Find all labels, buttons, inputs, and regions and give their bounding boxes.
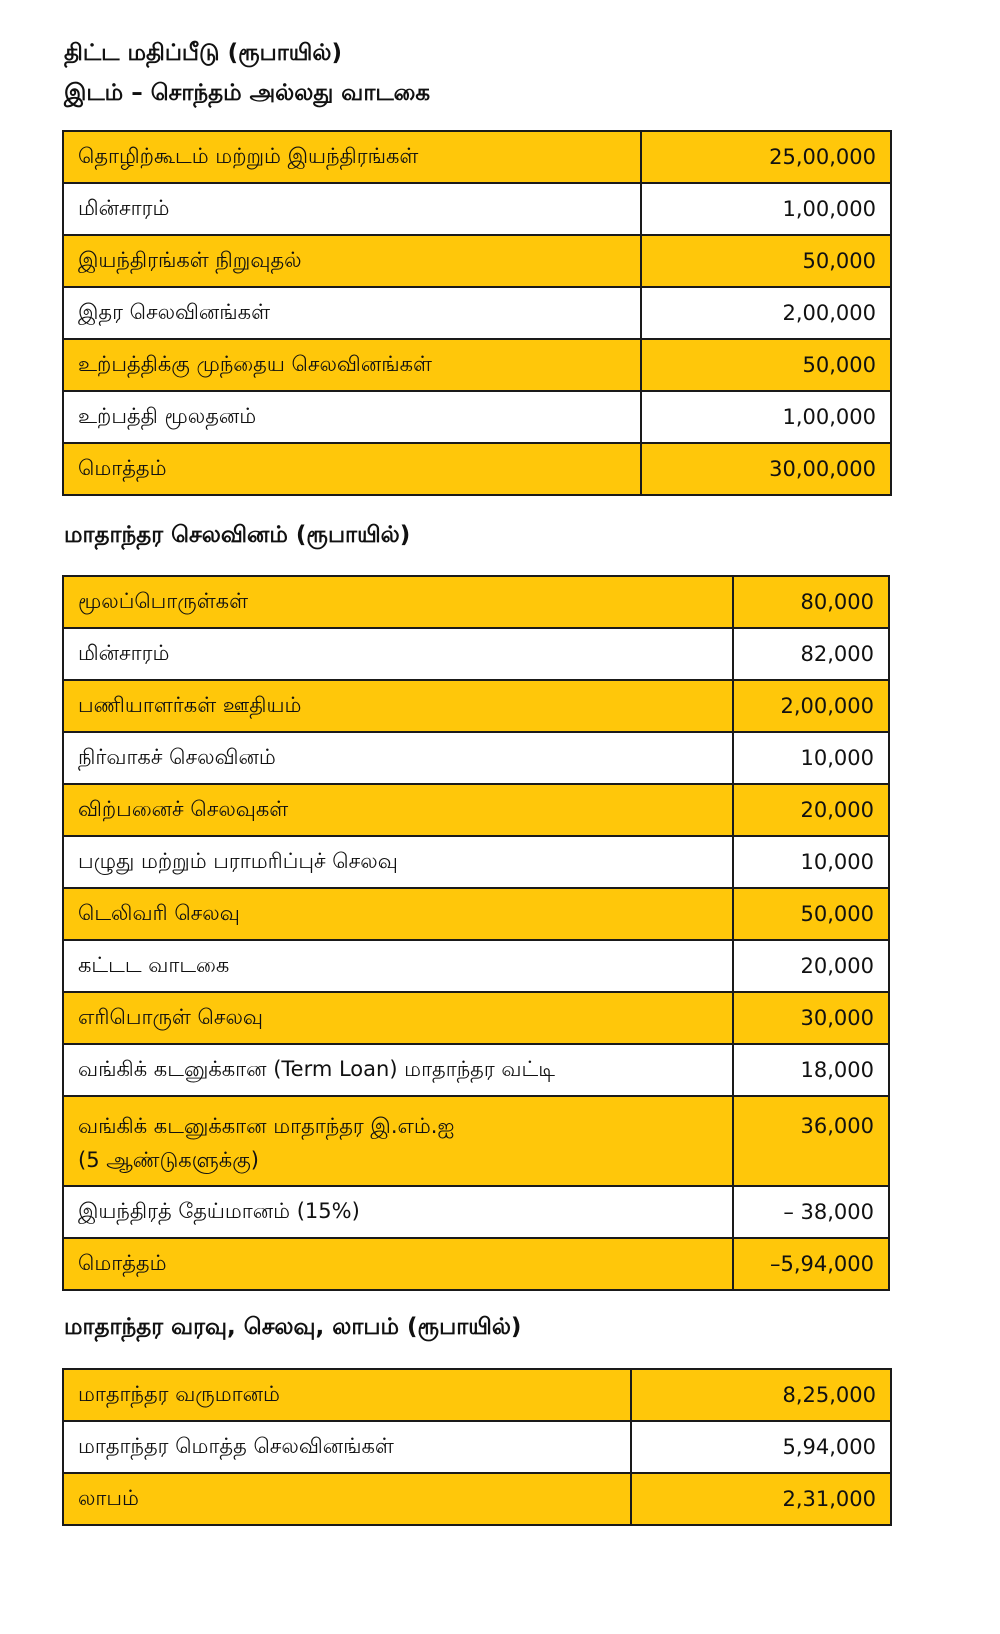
table-row xyxy=(63,888,889,940)
row-value: 1,00,000 xyxy=(641,391,891,443)
table-row xyxy=(63,1044,889,1096)
row-label: உற்பத்தி மூலதனம் xyxy=(63,391,641,443)
monthly-summary-table xyxy=(62,1368,892,1526)
row-label: பழுது மற்றும் பராமரிப்புச் செலவு xyxy=(63,836,733,888)
table-row xyxy=(63,1096,889,1186)
total-label: மொத்தம் xyxy=(63,1238,733,1290)
row-value: 8,25,000 xyxy=(631,1369,891,1421)
row-value: 80,000 xyxy=(733,576,889,628)
row-label-line-1: வங்கிக் கடனுக்கான மாதாந்தர இ.எம்.ஐ xyxy=(78,1114,455,1138)
row-label: வங்கிக் கடனுக்கான (Term Loan) மாதாந்தர வட்டி xyxy=(63,1044,733,1096)
row-label: பணியாளர்கள் ஊதியம் xyxy=(63,680,733,732)
row-label: இயந்திரத் தேய்மானம் (15%) xyxy=(63,1186,733,1238)
table-row xyxy=(63,628,889,680)
total-row xyxy=(63,443,891,495)
row-value: 20,000 xyxy=(733,784,889,836)
row-label: நிர்வாகச் செலவினம் xyxy=(63,732,733,784)
table-row xyxy=(63,784,889,836)
row-label: டெலிவரி செலவு xyxy=(63,888,733,940)
row-value: 10,000 xyxy=(733,836,889,888)
row-label: இதர செலவினங்கள் xyxy=(63,287,641,339)
table-row xyxy=(63,339,891,391)
table-row xyxy=(63,183,891,235)
row-label: மாதாந்தர மொத்த செலவினங்கள் xyxy=(63,1421,631,1473)
row-value: 25,00,000 xyxy=(641,131,891,183)
row-value: 36,000 xyxy=(733,1096,889,1186)
row-value: 5,94,000 xyxy=(631,1421,891,1473)
row-value: – 38,000 xyxy=(733,1186,889,1238)
row-label: மின்சாரம் xyxy=(63,183,641,235)
location-note: இடம் – சொந்தம் அல்லது வாடகை xyxy=(64,80,431,106)
total-row xyxy=(63,1238,889,1290)
row-label xyxy=(63,1096,733,1186)
row-value: 50,000 xyxy=(733,888,889,940)
row-label: உற்பத்திக்கு முந்தைய செலவினங்கள் xyxy=(63,339,641,391)
row-value: 18,000 xyxy=(733,1044,889,1096)
row-label-line-2: (5 ஆண்டுகளுக்கு) xyxy=(78,1148,259,1172)
project-estimate-table xyxy=(62,130,892,496)
row-label: கட்டட வாடகை xyxy=(63,940,733,992)
monthly-expense-table xyxy=(62,575,890,1291)
table-row xyxy=(63,836,889,888)
table-row xyxy=(63,131,891,183)
table-row xyxy=(63,576,889,628)
row-label: மூலப்பொருள்கள் xyxy=(63,576,733,628)
row-label: விற்பனைச் செலவுகள் xyxy=(63,784,733,836)
table-row xyxy=(63,940,889,992)
profit-label: லாபம் xyxy=(63,1473,631,1525)
table-row xyxy=(63,287,891,339)
row-value: 2,00,000 xyxy=(733,680,889,732)
row-value: 50,000 xyxy=(641,235,891,287)
row-value: 1,00,000 xyxy=(641,183,891,235)
table-row xyxy=(63,732,889,784)
row-label: எரிபொருள் செலவு xyxy=(63,992,733,1044)
total-label: மொத்தம் xyxy=(63,443,641,495)
table-row xyxy=(63,1369,891,1421)
row-value: 2,00,000 xyxy=(641,287,891,339)
table-row xyxy=(63,680,889,732)
profit-row xyxy=(63,1473,891,1525)
total-value: –5,94,000 xyxy=(733,1238,889,1290)
row-value: 30,000 xyxy=(733,992,889,1044)
row-value: 82,000 xyxy=(733,628,889,680)
row-value: 10,000 xyxy=(733,732,889,784)
plan-title: திட்ட மதிப்பீடு (ரூபாயில்) xyxy=(64,40,342,66)
total-value: 30,00,000 xyxy=(641,443,891,495)
profit-value: 2,31,000 xyxy=(631,1473,891,1525)
table-row xyxy=(63,391,891,443)
table-row xyxy=(63,1421,891,1473)
monthly-summary-heading: மாதாந்தர வரவு, செலவு, லாபம் (ரூபாயில்) xyxy=(64,1314,522,1340)
monthly-expense-heading: மாதாந்தர செலவினம் (ரூபாயில்) xyxy=(64,522,411,548)
table-row xyxy=(63,992,889,1044)
row-label: தொழிற்கூடம் மற்றும் இயந்திரங்கள் xyxy=(63,131,641,183)
row-label: மாதாந்தர வருமானம் xyxy=(63,1369,631,1421)
row-value: 50,000 xyxy=(641,339,891,391)
table-row xyxy=(63,235,891,287)
row-label: மின்சாரம் xyxy=(63,628,733,680)
row-label: இயந்திரங்கள் நிறுவுதல் xyxy=(63,235,641,287)
table-row xyxy=(63,1186,889,1238)
row-value: 20,000 xyxy=(733,940,889,992)
